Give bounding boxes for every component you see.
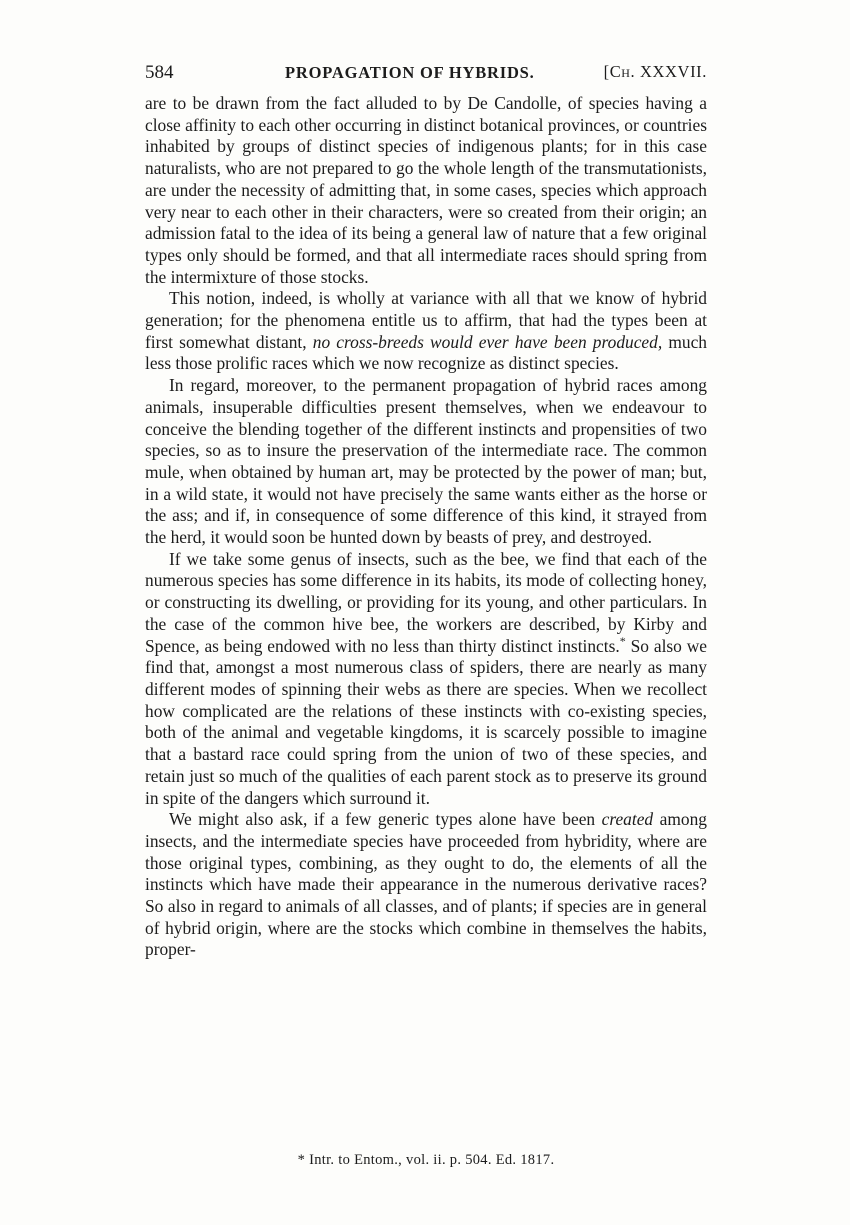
running-head [145,62,707,86]
text-run: are to be drawn from the fact alluded to by De Candolle, of species having a close affinity to each other occurring in distinct botanical provinces, or countries inhabited by groups of distinct species of indigenous plants; for in this case naturalists, who are not prepared to go the whole length of the transmutationists, are under the necessity of admitting that, in some cases, species which approach very near to each other in their characters, were so created from their origin; an admission fatal to the idea of its being a general law of nature that a few original types only should be formed, and that all intermediate races should spring from the intermixture of those stocks. [145,93,707,287]
footnote-marker: * [619,633,626,648]
italic-text: created [601,809,654,830]
paragraph [145,809,707,961]
text-run: among insects, and the intermediate species have proceeded from hybridity, where are those original types, combining, as they ought to do, the elements of all the instincts which have made their appearance in the numerous derivative races? So also in regard to animals of all classes, and of plants; if species are in general of hybrid origin, where are the stocks which combine in themselves the habits, proper- [145,809,707,960]
paragraph-continued [145,93,707,288]
text-run: This notion, indeed, is wholly at variance with all that we know of hybrid generation; for the phenomena entitle us to affirm, that had the types been at first somewhat distant, [145,288,707,352]
text-run: We might also ask, if a few generic types alone have been [169,809,602,830]
body-text [145,93,707,961]
page-number: 584 [145,62,174,83]
paragraph [145,375,707,549]
text-run: In regard, moreover, to the permanent propagation of hybrid races among animals, insuperable difficulties present themselves, when we endeavour to conceive the blending together of the different instincts and propensities of two species, so as to insure the preservation of the intermediate race. The common mule, when obtained by human art, may be protected by the power of man; but, in a wild state, it would not have precisely the same wants either as the horse or the ass; and if, in consequence of some difference of this kind, it strayed from the herd, it would soon be hunted down by beasts of prey, and destroyed. [145,375,707,548]
italic-text: no cross-breeds would ever have been produced, [312,331,663,352]
chapter-reference: [Ch. XXXVII. [603,62,707,81]
running-title: PROPAGATION OF HYBRIDS. [285,63,535,82]
footnote: * Intr. to Entom., vol. ii. p. 504. Ed. 1817. [297,1152,555,1168]
text-run: So also we find that, amongst a most numerous class of spiders, there are nearly as many different modes of spinning their webs as there are species. When we recollect how complicated are the relations of these instincts with co-existing species, both of the animal and vegetable kingdoms, it is scarcely possible to imagine that a bastard race could spring from the union of two of these species, and retain just so much of the qualities of each parent stock as to preserve its ground in spite of the dangers which surround it. [145,635,708,808]
paragraph [145,288,707,375]
paragraph [145,549,707,809]
text-run: If we take some genus of insects, such as the bee, we find that each of the numerous species has some difference in its habits, its mode of collecting honey, or constructing its dwelling, or providing for its young, and other particulars. In the case of the common hive bee, the workers are described, by Kirby and Spence, as being endowed with no less than thirty distinct instincts. [145,548,707,656]
text-run: much less those prolific races which we now recognize as distinct species. [145,331,708,374]
